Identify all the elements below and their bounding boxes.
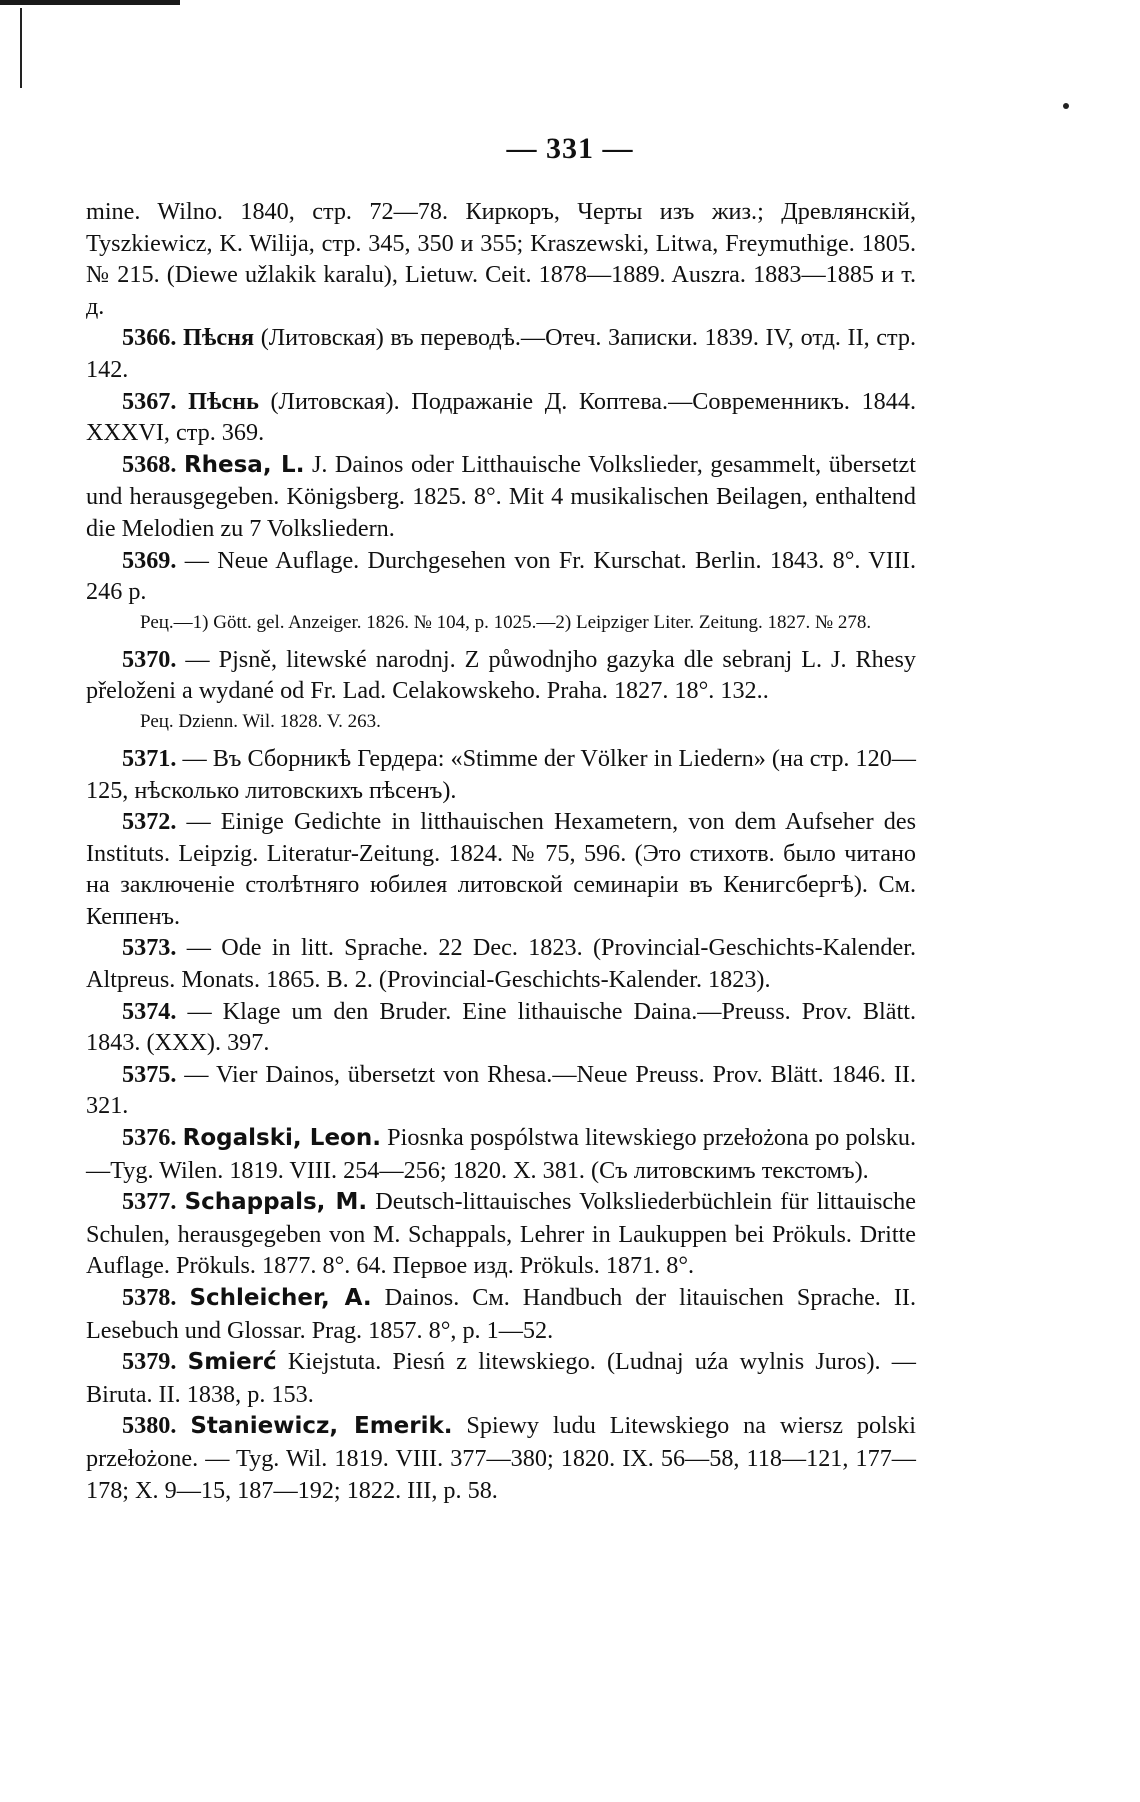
- entry-number: 5370.: [122, 645, 177, 673]
- entry-5372: [86, 806, 916, 932]
- entry-5379: [86, 1346, 916, 1410]
- entry-continuation: [86, 196, 916, 322]
- entry-number: 5376.: [122, 1124, 177, 1152]
- entry-5371: [86, 743, 916, 806]
- entry-number: 5367.: [122, 387, 177, 415]
- entry-text: Deutsch-littauisches Volksliederbüchlein für littauische Schulen, herausgegeben von M. Schappals, Lehrer in Laukuppen bei Prökuls. Dritte Auflage. Prökuls. 1877. 8°. 64. Первое изд. Prökuls. 1871. 8°.: [86, 1188, 916, 1280]
- page-number: — 331 —: [506, 132, 634, 165]
- entry-text: — Ode in litt. Sprache. 22 Dec. 1823. (Provincial-Geschichts-Kalender. Altpreus. Monats. 1865. B. 2. (Provincial-Geschichts-Kalender. 1823).: [86, 934, 916, 994]
- scan-blot: [0, 0, 180, 5]
- entry-number: 5371.: [122, 744, 177, 772]
- entry-heading: Пѣснь: [188, 387, 259, 415]
- entry-text: Spiewy ludu Litewskiego na wiersz polski przełożone. — Tyg. Wil. 1819. VIII. 377—380; 1820. IX. 56—58, 118—121, 177—178; X. 9—15, 187—192; 1822. III, p. 58.: [86, 1412, 916, 1504]
- entry-number: 5372.: [122, 808, 177, 836]
- entry-text: (Литовская) въ переводѣ.—Отеч. Записки. 1839. IV, отд. II, стр. 142.: [86, 324, 917, 383]
- entry-review: Рец.—1) Gött. gel. Anzeiger. 1826. № 104, p. 1025.—2) Leipziger Liter. Zeitung. 1827. № 278.: [140, 611, 872, 633]
- entry-heading: Пѣсня: [183, 324, 255, 352]
- scan-speck: [1063, 103, 1069, 109]
- entry-number: 5373.: [122, 934, 177, 962]
- entry-author: Smierć: [187, 1349, 277, 1376]
- entry-text: — Въ Сборникѣ Гердера: «Stimme der Völker in Liedern» (на стр. 120—125, нѣсколько литовскихъ пѣсенъ).: [86, 744, 916, 804]
- scan-edge: [20, 8, 22, 88]
- entry-number: 5377.: [122, 1188, 177, 1216]
- entry-5367: [86, 386, 916, 449]
- entry-5378: [86, 1282, 916, 1346]
- entry-text: Piosnka pospólstwa litewskiego przełożona po polsku.—Tyg. Wilen. 1819. VIII. 254—256; 1820. X. 381. (Съ литовскимъ текстомъ).: [86, 1124, 917, 1184]
- entry-number: 5369.: [122, 546, 177, 574]
- entry-5368: [86, 449, 916, 545]
- entry-5380: [86, 1410, 916, 1506]
- entry-5369: [86, 545, 916, 608]
- entry-text: Kiejstuta. Piesń z litewskiego. (Ludnaj uźa wylnis Juros). — Biruta. II. 1838, p. 153.: [86, 1348, 916, 1408]
- entry-5366: [86, 322, 916, 385]
- entry-author: Schappals, M.: [184, 1189, 368, 1216]
- entry-author: Rogalski, Leon.: [182, 1125, 381, 1152]
- entry-number: 5368.: [122, 450, 177, 478]
- entry-text: — Pjsně, litewské narodnj. Z půwodnjho gazyka dle sebranj L. J. Rhesy přeloženi a wydané od Fr. Lad. Celakowskeho. Praha. 1827. 18°. 132..: [86, 645, 916, 705]
- entry-text: Dainos. См. Handbuch der litauischen Sprache. II. Lesebuch und Glossar. Prag. 1857. 8°, p. 1—52.: [86, 1284, 917, 1344]
- entry-number: 5375.: [122, 1060, 177, 1088]
- entry-review: Рец. Dzienn. Wil. 1828. V. 263.: [140, 710, 381, 732]
- entry-5375: [86, 1059, 916, 1122]
- bibliography-text: [86, 196, 916, 1506]
- entry-number: 5379.: [122, 1348, 177, 1376]
- entry-number: 5366.: [122, 324, 177, 352]
- entry-author: Staniewicz, Emerik.: [190, 1413, 453, 1440]
- entry-text: — Einige Gedichte in litthauischen Hexametern, von dem Aufseher des Instituts. Leipzig. Literatur-Zeitung. 1824. № 75, 596. (Это стихотв. было читано на заключеніе столѣтняго юбилея литовской семинаріи въ Кенигсбергѣ). См. Кеппенъ.: [86, 808, 916, 930]
- entry-number: 5374.: [122, 997, 177, 1025]
- entry-text: — Vier Dainos, übersetzt von Rhesa.—Neue Preuss. Prov. Blätt. 1846. II. 321.: [86, 1060, 916, 1120]
- entry-5376: [86, 1122, 916, 1186]
- entry-number: 5378.: [122, 1284, 177, 1311]
- entry-author: Rhesa, L.: [183, 451, 305, 478]
- entry-text: — Klage um den Bruder. Eine lithauische Daina.—Preuss. Prov. Blätt. 1843. (XXX). 397.: [86, 997, 916, 1057]
- entry-number: 5380.: [122, 1412, 177, 1440]
- entry-text: mine. Wilno. 1840, стр. 72—78. Киркоръ, Черты изъ жиз.; Древлянскій, Tyszkiewicz, K. Wilija, стр. 345, 350 и 355; Kraszewski, Litwa, Freymuthige. 1805. № 215. (Diewe užlakik karalu), Lietuw. Ceit. 1878—1889. Auszra. 1883—1885 и т. д.: [86, 198, 916, 320]
- entry-5370: [86, 644, 916, 707]
- scan-artifact: [0, 0, 240, 8]
- entry-author: Schleicher, A.: [189, 1285, 372, 1311]
- entry-text: (Литовская). Подражаніе Д. Коптева.—Современникъ. 1844. XXXVI, стр. 369.: [86, 387, 916, 447]
- entry-text: J. Dainos oder Litthauische Volkslieder, gesammelt, übersetzt und herausgegeben. Königsberg. 1825. 8°. Mit 4 musikalischen Beilagen, enthaltend die Melodien zu 7 Volksliedern.: [86, 450, 917, 542]
- entry-text: — Neue Auflage. Durchgesehen von Fr. Kurschat. Berlin. 1843. 8°. VIII. 246 p.: [86, 546, 916, 606]
- entry-5373: [86, 932, 916, 995]
- entry-5377: [86, 1186, 916, 1282]
- entry-5374: [86, 996, 916, 1059]
